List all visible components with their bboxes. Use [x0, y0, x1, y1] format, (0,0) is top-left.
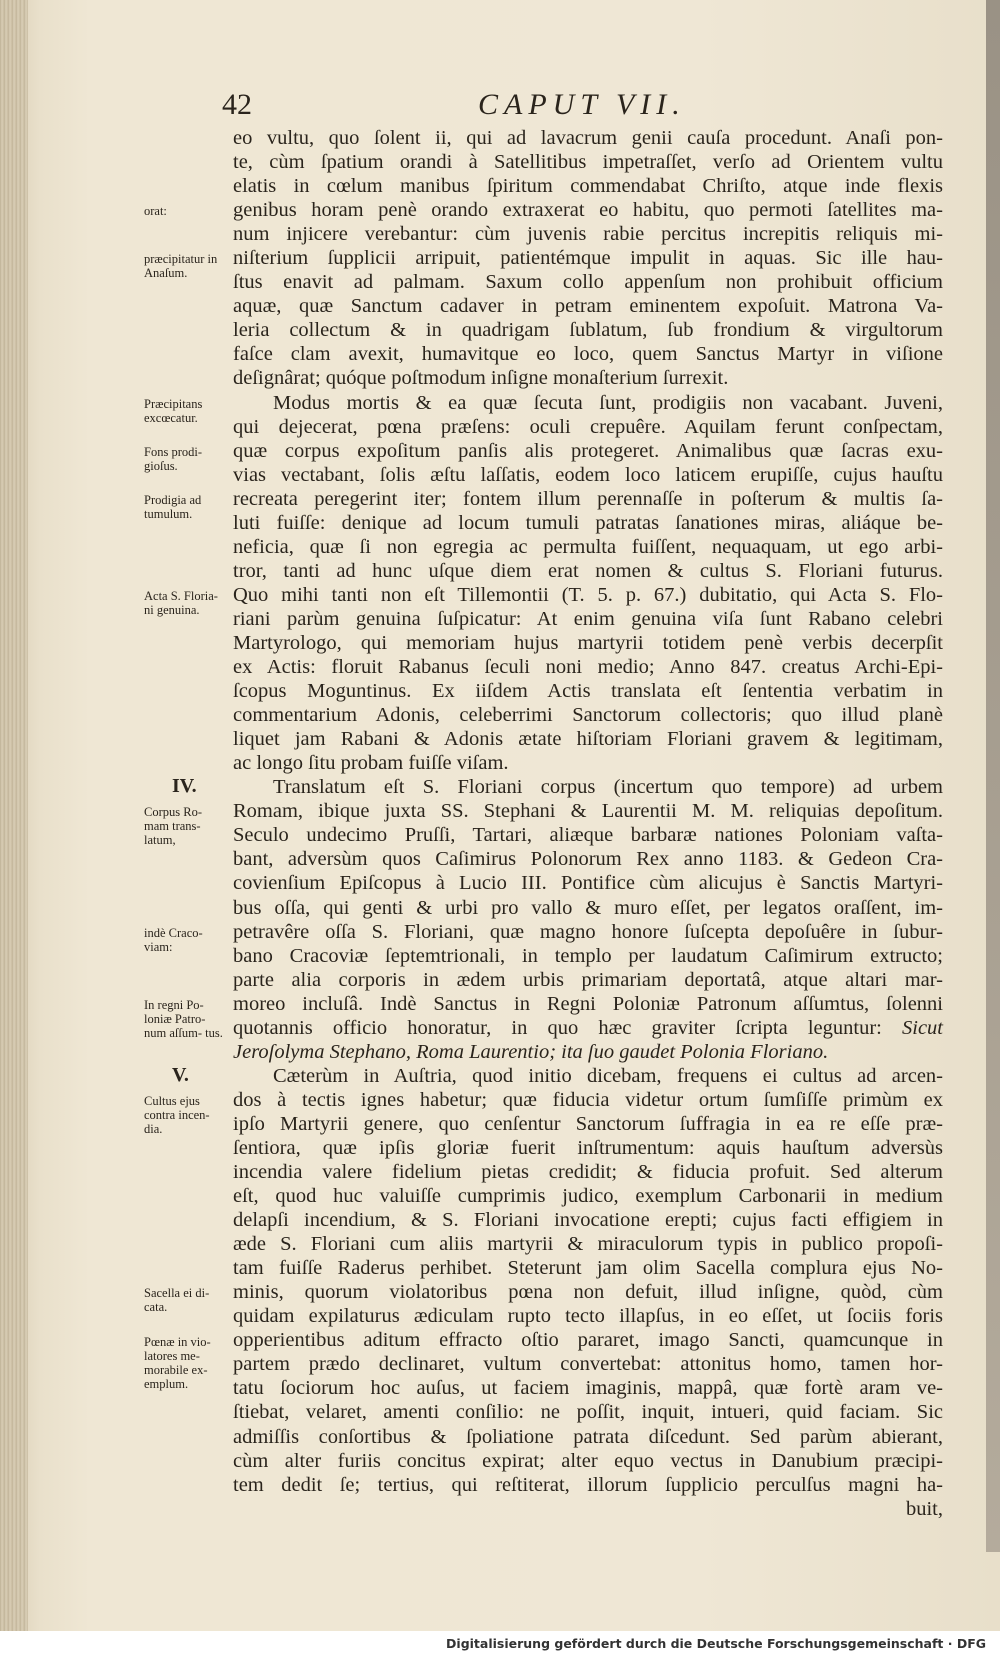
- page-edge: [0, 0, 28, 1657]
- line-text: elatis in cœlum manibus ſpiritum commendabat Chriſto, atque inde flexis: [233, 175, 943, 198]
- line-text: recreata peregerint iter; fontem illum perennaſſe in poſterum & multis ſa-: [233, 487, 943, 510]
- line-text: ſtiebat, velaret, amenti conſilio: ne poſſit, inquit, intueri, quid faciam. Sic: [233, 1401, 943, 1424]
- text-line: [233, 222, 943, 246]
- line-text: admiſſis conſortibus & ſpoliatione patrata diſcedunt. Sed parùm abierant,: [233, 1425, 943, 1448]
- text-line: [233, 823, 943, 847]
- main-text-block: [233, 126, 943, 1521]
- line-text: tror, tanti ad hunc uſque diem erat nomen & cultus S. Floriani futurus.: [233, 559, 943, 582]
- page-number: 42: [222, 88, 252, 121]
- text-line: [233, 246, 943, 270]
- text-line: [233, 583, 943, 607]
- scan-scale-bar: [986, 0, 1000, 1552]
- text-line: [233, 703, 943, 727]
- text-line: [233, 270, 943, 294]
- text-line: [233, 342, 943, 366]
- line-text: Martyrologo, qui memoriam hujus martyrii totidem penè verbis decerpſit: [233, 631, 943, 654]
- line-text: delapſi incendium, & S. Floriani invocatione erepti; cujus facti effigiem in: [233, 1209, 943, 1232]
- text-line: [233, 1473, 943, 1497]
- line-text: parte alia corporis in ædem urbis primariam deportatâ, atque altari mar-: [233, 968, 943, 991]
- line-text: ſentiora, quæ ipſis gloriæ fuerit inſtrumentum: aquis hauſtum adversùs: [233, 1136, 943, 1159]
- line-text: quidam expilaturus ædiculam rupto tecto illapſus, in eo eſſet, ut ſociis foris: [233, 1305, 943, 1328]
- text-line: [233, 727, 943, 751]
- line-text: genibus horam penè orando extraxerat eo habitu, quo permoti ſatellites ma-: [233, 199, 943, 222]
- line-text: liquet jam Rabani & Adonis ætate hiſtoriam Floriani gravem & legitimam,: [233, 728, 943, 751]
- line-text: petravêre oſſa S. Floriani, quæ magno honore ſuſcepta depoſuêre in ſubur-: [233, 920, 943, 943]
- line-text: minis, quorum violatoribus pœna non defuit, illud inſigne, quòd, cùm: [233, 1281, 943, 1304]
- line-text: Quo mihi tanti non eſt Tillemontii (T. 5. p. 67.) dubitatio, qui Acta S. Flo-: [233, 583, 943, 606]
- line-text: opperientibus aditum effracto oſtio pararet, imago Sancti, quamcunque in: [233, 1329, 943, 1352]
- text-line: [233, 126, 943, 150]
- line-text: bus oſſa, qui genti & urbi pro vallo & muro eſſet, per legatos oraſſent, im-: [233, 896, 943, 919]
- line-text: bano Cracoviæ ſeptemtrionali, in templo per laudatum Caſimirum extructo;: [233, 944, 943, 967]
- text-line: [233, 751, 943, 775]
- line-text: tam fuiſſe Raderus perhibet. Steterunt jam olim Sacella complura ejus No-: [233, 1257, 943, 1280]
- line-text: quotannis officio honoratur, in quo hæc graviter ſcripta leguntur:: [233, 1016, 882, 1039]
- text-line: [233, 871, 943, 895]
- line-text: niſterium ſupplicii arripuit, patientémque impulit in aquas. Sic ille hau-: [233, 247, 943, 270]
- text-line: [233, 775, 943, 799]
- text-line: [233, 366, 943, 390]
- text-line: [233, 511, 943, 535]
- margin-note: Prodigia ad tumulum.: [144, 492, 202, 521]
- footer-credit: Digitalisierung gefördert durch die Deutsche Forschungsgemeinschaft · DFG: [446, 1636, 986, 1651]
- text-line: [233, 1425, 943, 1449]
- text-line: [233, 559, 943, 583]
- text-line: [233, 968, 943, 992]
- margin-note: Sacella ei di- cata.: [144, 1286, 210, 1315]
- text-line: [233, 1256, 943, 1280]
- line-text: deſignârat; quóque poſtmodum inſigne monaſterium ſurrexit.: [233, 367, 729, 390]
- text-line: [233, 1304, 943, 1328]
- text-line: [233, 1136, 943, 1160]
- text-line: [233, 439, 943, 463]
- line-text: commentarium Adonis, celeberrimi Sanctorum collectoris; quo illud planè: [233, 704, 943, 727]
- line-text: æde S. Floriani cum aliis martyrii & miraculorum typis in publico propoſi-: [233, 1233, 943, 1256]
- text-line: [233, 679, 943, 703]
- line-text: ipſo Martyrii genere, quo cenſentur Sanctorum ſuffragia in ea re eſſe præ-: [233, 1112, 943, 1135]
- text-line: [233, 1040, 943, 1064]
- text-line: [233, 1208, 943, 1232]
- text-line: [233, 1328, 943, 1352]
- line-text: neficia, quæ ſi non egregia ac permulta fuiſſent, nequaquam, ut ego arbi-: [233, 535, 943, 558]
- line-text: faſce clam avexit, humavitque eo loco, quem Sanctus Martyr in viſione: [233, 343, 943, 366]
- margin-note: In regni Po- loniæ Patro- num aſſum- tus.: [144, 997, 223, 1040]
- text-line: [233, 1112, 943, 1136]
- text-line: [233, 1160, 943, 1184]
- margin-note: Fons prodi- gioſus.: [144, 444, 202, 473]
- line-text: Translatum eſt S. Floriani corpus (incertum quo tempore) ad urbem: [273, 776, 943, 799]
- text-line: [233, 896, 943, 920]
- running-head: CAPUT VII.: [478, 88, 686, 121]
- footer-bar: [0, 1631, 1000, 1657]
- section-number: IV.: [172, 775, 197, 798]
- text-line: [233, 1400, 943, 1424]
- line-text: quæ corpus expoſitum panſis alis protegeret. Animalibus quæ ſacras exu-: [233, 439, 943, 462]
- margin-note: præcipitatur in Anaſum.: [144, 252, 218, 281]
- line-text: Cæterùm in Auſtria, quod initio dicebam, frequens ei cultus ad arcen-: [273, 1064, 943, 1087]
- line-text: qui dejecerat, pœna præſens: oculi crepuêre. Aquilam ferunt conſpectam,: [233, 415, 943, 438]
- text-line: [233, 607, 943, 631]
- margin-note: Corpus Ro- mam trans- latum,: [144, 805, 202, 848]
- line-text: partem prædo declinaret, vultum convertebat: attonitus homo, tamen hor-: [233, 1353, 943, 1376]
- line-text: bant, adversùm quos Caſimirus Polonorum Rex anno 1183. & Gedeon Cra-: [233, 848, 943, 871]
- line-text: dos à tectis ignes habetur; quæ fiducia videtur ortum ſumſiſſe primùm ex: [233, 1088, 943, 1111]
- margin-note: Cultus ejus contra incen- dia.: [144, 1094, 210, 1136]
- margin-note: Præcipitans excœcatur.: [144, 396, 203, 425]
- text-line: [233, 415, 943, 439]
- text-line: [233, 799, 943, 823]
- text-line: [233, 1376, 943, 1400]
- text-line: [233, 463, 943, 487]
- line-text: eſt, quod huc valuiſſe cumprimis judico, exemplum Carbonarii in medium: [233, 1185, 943, 1208]
- text-line: [233, 944, 943, 968]
- line-text: riani parùm genuina ſuſpicatur: At enim genuina viſa ſunt Rabano celebri: [233, 607, 943, 630]
- text-line: [233, 655, 943, 679]
- line-text: moreo incluſâ. Indè Sanctus in Regni Poloniæ Patronum aſſumtus, ſolenni: [233, 992, 943, 1015]
- line-text: leria collectum & in quadrigam ſublatum, ſub frondium & virgultorum: [233, 319, 943, 342]
- text-line: [233, 294, 943, 318]
- text-line: [233, 318, 943, 342]
- line-text: incendia valere fidelium pietas credidit; & fiducia profuit. Sed alterum: [233, 1161, 943, 1184]
- text-line: [233, 198, 943, 222]
- text-line: [233, 992, 943, 1016]
- line-text: Romam, ibique juxta SS. Stephani & Laurentii M. M. reliquias depoſitum.: [233, 800, 943, 823]
- line-text: ſcopus Moguntinus. Ex iiſdem Actis translata eſt ſententia verbatim in: [233, 680, 943, 703]
- text-line: [233, 1016, 943, 1040]
- text-line: [233, 631, 943, 655]
- line-text: Seculo undecimo Pruſſi, Tartari, aliæque barbaræ nationes Poloniam vaſta-: [233, 824, 943, 847]
- line-text: te, cùm ſpatium orandi à Satellitibus impetraſſet, verſo ad Orientem vultu: [233, 151, 943, 174]
- text-line: [233, 1088, 943, 1112]
- text-line: [233, 391, 943, 415]
- text-line: [233, 1352, 943, 1376]
- line-text: ſtus enavit ad palmam. Saxum collo appenſum non prohibuit officium: [233, 271, 943, 294]
- section-number: V.: [172, 1063, 189, 1086]
- line-text: vias vectabant, ſolis æſtu laſſatis, eodem loco laticem erupiſſe, cujus hauſtu: [233, 463, 943, 486]
- line-text: Modus mortis & ea quæ ſecuta ſunt, prodigiis non vacabant. Juveni,: [273, 391, 943, 414]
- line-text: cùm alter furiis concitus expirat; alter equo vectus in Danubium præcipi-: [233, 1449, 943, 1472]
- margin-note: indè Craco- viam:: [144, 925, 203, 954]
- text-line: [233, 174, 943, 198]
- italic-quote: Jeroſolyma Stephano, Roma Laurentio; ita ſuo gaudet Polonia Floriano.: [233, 1040, 829, 1063]
- margin-note: Pœnæ in vio- latores me- morabile ex- emplum.: [144, 1334, 211, 1391]
- text-line: [233, 847, 943, 871]
- text-line: [233, 150, 943, 174]
- line-text: ac longo ſitu probam fuiſſe viſam.: [233, 752, 509, 775]
- text-line: [233, 1280, 943, 1304]
- line-text: covienſium Epiſcopus à Lucio III. Pontifice cùm alicujus è Sanctis Martyri-: [233, 872, 943, 895]
- line-text: buit,: [905, 1497, 943, 1520]
- line-text: tatu ſociorum hoc auſus, ut faciem imaginis, mappâ, quæ fortè aram ve-: [233, 1377, 943, 1400]
- text-line: [233, 1497, 943, 1521]
- text-line: [233, 487, 943, 511]
- line-text: tem dedit ſe; tertius, qui reſtiterat, illorum ſupplicio perculſus magni ha-: [233, 1473, 943, 1496]
- margin-note: Acta S. Floria- ni genuina.: [144, 588, 218, 617]
- text-line: [233, 1449, 943, 1473]
- text-line: [233, 1064, 943, 1088]
- line-text: aquæ, quæ Sanctum cadaver in petram eminentem expoſuit. Matrona Va-: [233, 295, 943, 318]
- line-text: num injicere verebantur: cùm juvenis rabie percitus increpitis reliquis mi-: [233, 223, 943, 246]
- text-line: [233, 920, 943, 944]
- margin-note: orat:: [144, 204, 167, 219]
- line-text: luti fuiſſe: denique ad locum tumuli patratas ſanationes miras, aliáque be-: [233, 511, 943, 534]
- text-line: [233, 1232, 943, 1256]
- italic-quote: Sicut: [902, 1016, 944, 1039]
- line-text: eo vultu, quo ſolent ii, qui ad lavacrum genii cauſa procedunt. Anaſi pon-: [233, 127, 943, 149]
- line-text: ex Actis: floruit Rabanus ſeculi noni medio; Anno 847. creatus Archi-Epi-: [233, 656, 943, 679]
- text-line: [233, 535, 943, 559]
- text-line: [233, 1184, 943, 1208]
